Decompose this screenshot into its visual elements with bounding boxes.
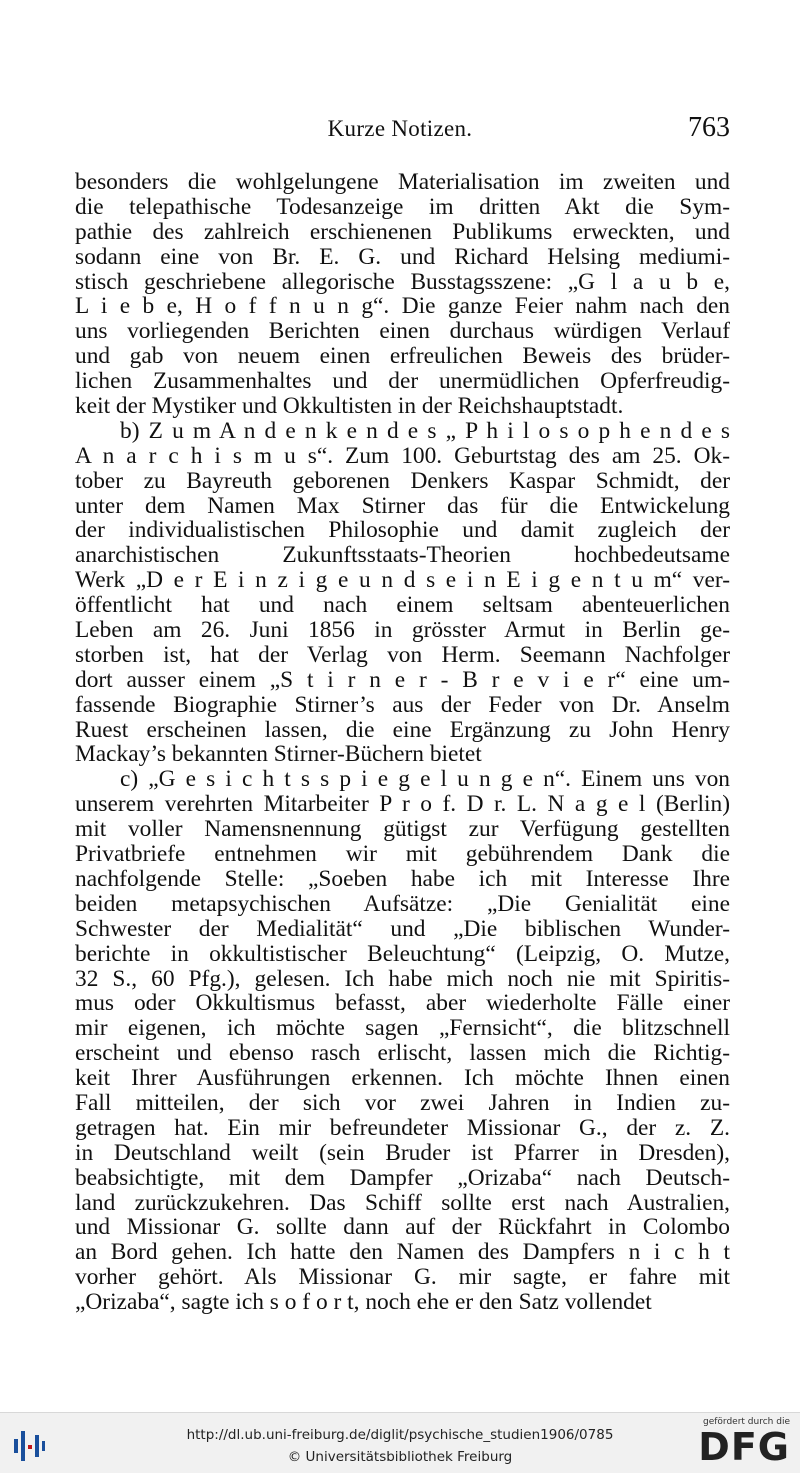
permalink-url[interactable]: http://dl.ub.uni-freiburg.de/diglit/psychische_studien1906/0785 [186,1427,614,1443]
text-line: in Deutschland weilt (sein Bruder ist Pfarrer in Dresden), [75,1140,730,1166]
text-line: tober zu Bayreuth geborenen Denkers Kaspar Schmidt, der [75,468,730,494]
text-line: A n a r c h i s m u s“. Zum 100. Geburtstag des am 25. Ok- [75,443,730,469]
copyright-notice: © Universitätsbibliothek Freiburg [287,1449,513,1465]
text-line: uns vorliegenden Berichten einen durchaus würdigen Verlauf [75,319,730,345]
text-line: erscheint und ebenso rasch erlischt, lassen mich die Richtig- [75,1041,730,1067]
text-line: land zurückzukehren. Das Schiff sollte erst nach Australien, [75,1190,730,1216]
text-line: der individualistischen Philosophie und damit zugleich der [75,518,730,544]
text-line: nachfolgende Stelle: „Soeben habe ich mit Interesse Ihre [75,866,730,892]
text-line: Privatbriefe entnehmen wir mit gebührendem Dank die [75,842,730,867]
text-line: Ruest erscheinen lassen, die eine Ergänzung zu John Henry [75,717,730,743]
text-line: keit Ihrer Ausführungen erkennen. Ich möchte Ihnen einen [75,1066,730,1091]
text-line: Werk „D e r E i n z i g e u n d s e i n E i g e n t u m“ ver- [75,568,730,594]
text-line: b) Z u m A n d e n k e n d e s „ P h i l o s o p h e n d e s [120,418,730,444]
viewer-footer [0,1412,800,1473]
body-text [75,170,730,1315]
text-line: Mackay’s bekannten Stirner-Büchern bietet [75,742,482,768]
text-line: anarchistischen Zukunftsstaats-Theorien hochbedeutsame [75,543,730,569]
text-line: unserem verehrten Mitarbeiter P r o f. D r. L. N a g e l (Berlin) [75,792,730,818]
text-line: besonders die wohlgelungene Materialisation im zweiten und [75,170,730,195]
text-line: getragen hat. Ein mir befreundeter Missionar G., der z. Z. [75,1115,730,1141]
text-line: 32 S., 60 Pfg.), gelesen. Ich habe mich noch nie mit Spiritis- [75,966,730,992]
text-line: und gab von neuem einen erfreulichen Beweis des brüder- [75,344,730,370]
text-line: mir eigenen, ich möchte sagen „Fernsicht“, die blitzschnell [75,1016,730,1042]
text-line: an Bord gehen. Ich hatte den Namen des Dampfers n i c h t [75,1240,730,1266]
page-number: 763 [688,112,730,143]
text-line: beabsichtigte, mit dem Dampfer „Orizaba“ nach Deutsch- [75,1165,730,1191]
page-header [0,112,800,146]
text-line: storben ist, hat der Verlag von Herm. Seemann Nachfolger [75,642,730,668]
text-line: mus oder Okkultismus befasst, aber wiederholte Fälle einer [75,991,730,1017]
text-line: mit voller Namensnennung gütigst zur Verfügung gestellten [75,817,730,843]
text-line: lichen Zusammenhaltes und der unermüdlichen Opferfreudig- [75,369,730,395]
text-line: unter dem Namen Max Stirner das für die Entwickelung [75,493,730,519]
text-line: berichte in okkultistischer Beleuchtung“ (Leipzig, O. Mutze, [75,941,730,967]
text-line: L i e b e, H o f f n u n g“. Die ganze Feier nahm nach den [75,294,730,320]
dfg-logo: DFG [698,1425,790,1469]
text-line: Fall mitteilen, der sich vor zwei Jahren in Indien zu- [75,1090,730,1116]
text-line: „Orizaba“, sagte ich s o f o r t, noch ehe er den Satz vollendet [75,1290,652,1315]
text-line: vorher gehört. Als Missionar G. mir sagte, er fahre mit [75,1265,730,1291]
dfg-tagline: gefördert durch die [703,1417,790,1427]
text-line: fassende Biographie Stirner’s aus der Feder von Dr. Anselm [75,692,730,718]
text-line: sodann eine von Br. E. G. und Richard Helsing mediumi- [75,244,730,270]
running-title: Kurze Notizen. [327,116,473,141]
text-line: Leben am 26. Juni 1856 in grösster Armut in Berlin ge- [75,618,730,643]
text-line: die telepathische Todesanzeige im dritten Akt die Sym- [75,194,730,220]
text-line: beiden metapsychischen Aufsätze: „Die Genialität eine [75,891,730,917]
text-line: Schwester der Medialität“ und „Die biblischen Wunder- [75,916,730,942]
text-line: c) „G e s i c h t s s p i e g e l u n g e n“. Einem uns von [120,767,730,793]
text-line: stisch geschriebene allegorische Busstagsszene: „G l a u b e, [75,269,730,295]
text-line: keit der Mystiker und Okkultisten in der Reichshauptstadt. [75,394,624,419]
text-line: und Missionar G. sollte dann auf der Rückfahrt in Colombo [75,1215,730,1241]
text-line: dort ausser einem „S t i r n e r - B r e v i e r“ eine um- [75,667,730,693]
text-line: pathie des zahlreich erschienenen Publikums erweckten, und [75,219,730,245]
text-line: öffentlicht hat und nach einem seltsam abenteuerlichen [75,593,730,619]
